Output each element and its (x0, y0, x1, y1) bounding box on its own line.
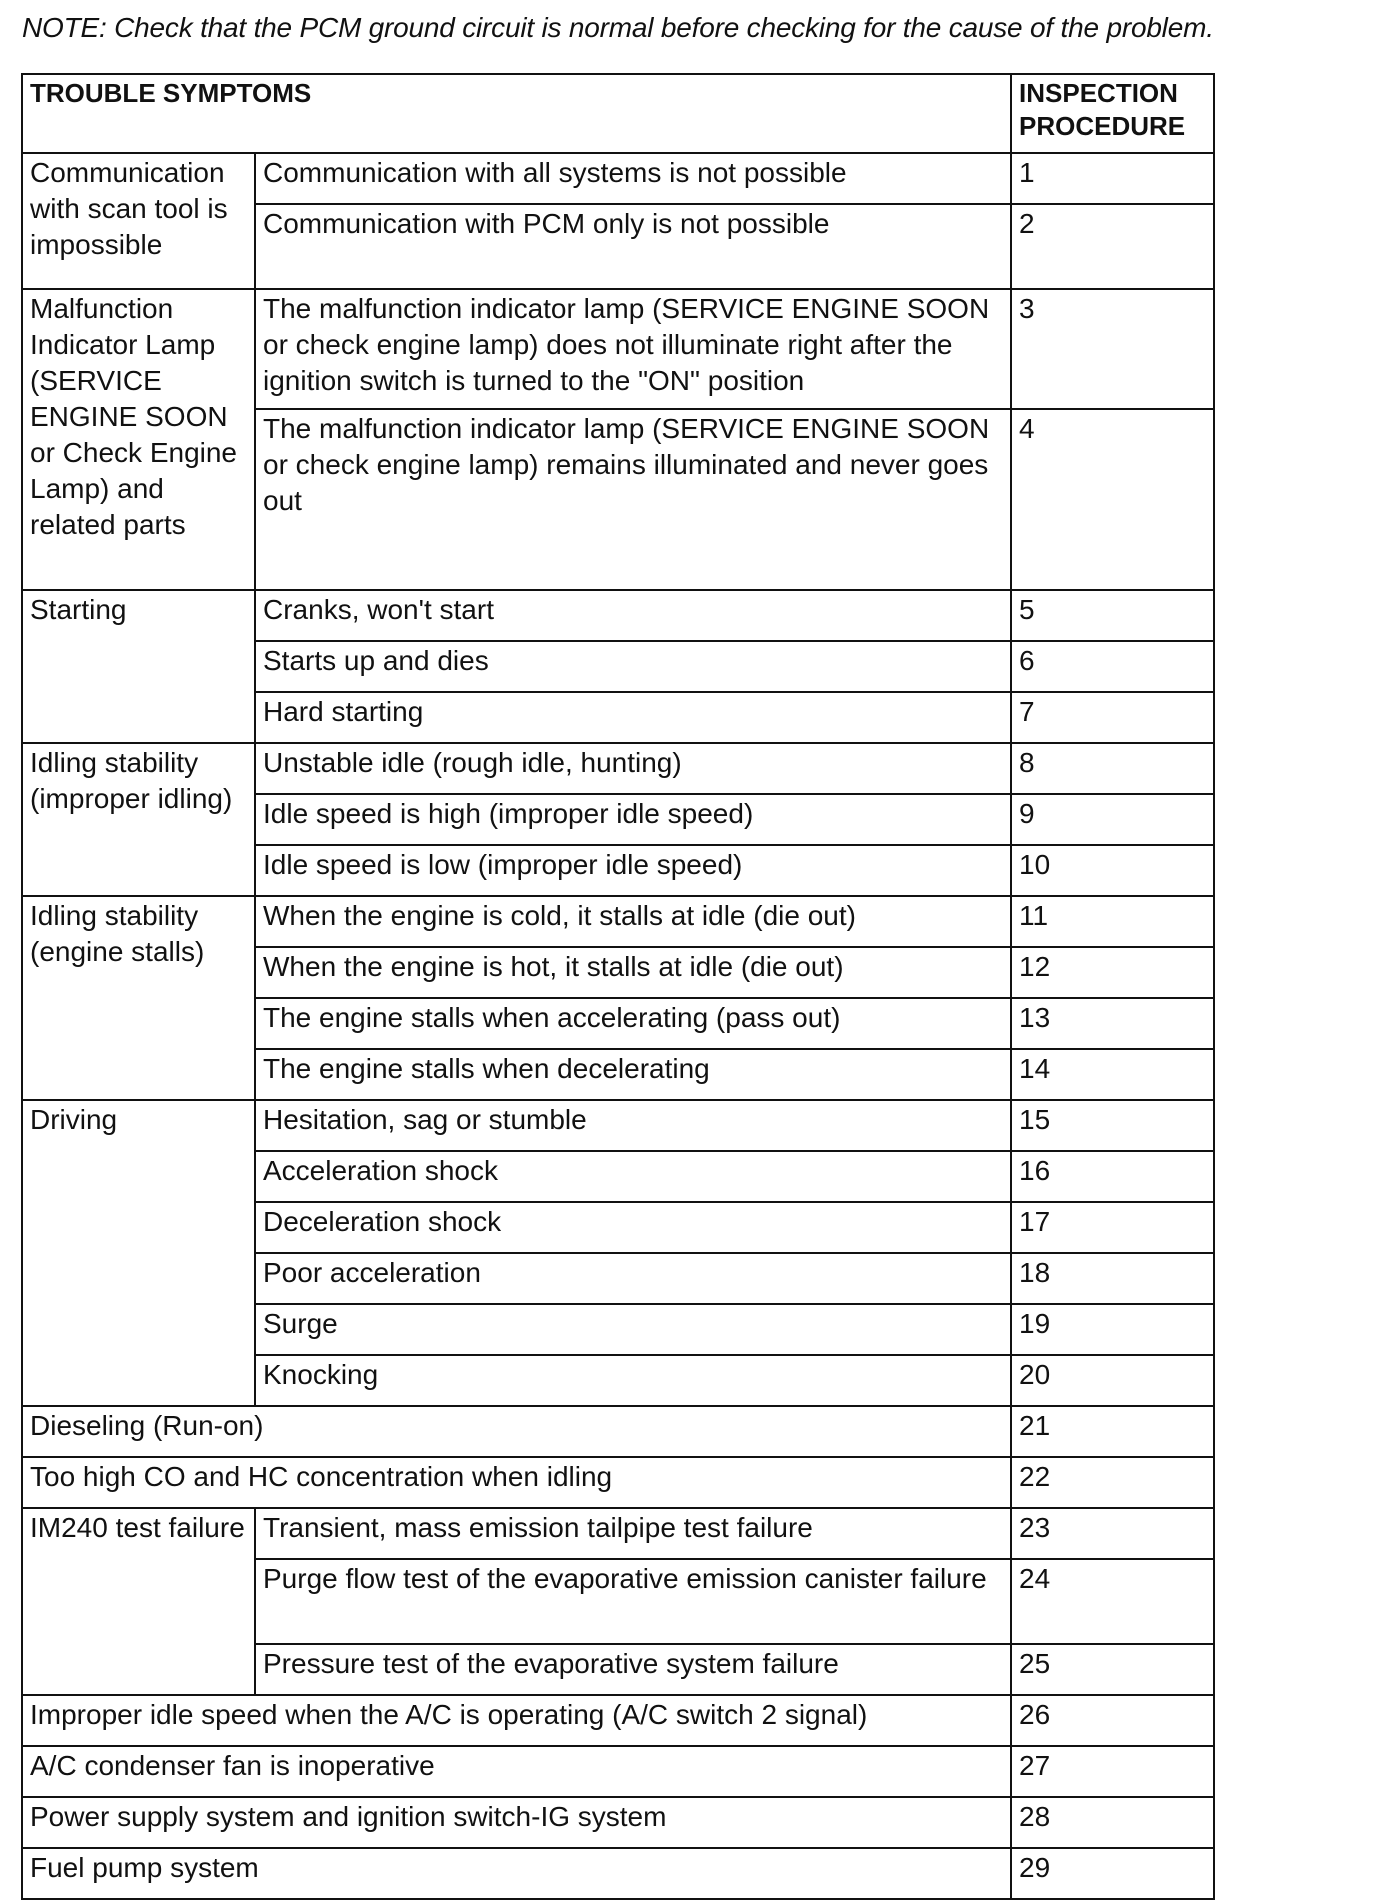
symptom-cell: Acceleration shock (255, 1151, 1011, 1202)
procedure-cell: 27 (1011, 1746, 1214, 1797)
procedure-cell: 4 (1011, 409, 1214, 590)
procedure-cell: 24 (1011, 1559, 1214, 1644)
table-row (22, 743, 1214, 794)
procedure-cell: 19 (1011, 1304, 1214, 1355)
symptom-cell: The malfunction indicator lamp (SERVICE ENGINE SOON or check engine lamp) remains illuminated and never goes out (255, 409, 1011, 590)
symptom-cell: Idle speed is high (improper idle speed) (255, 794, 1011, 845)
header-row (22, 74, 1214, 153)
symptom-cell: The engine stalls when decelerating (255, 1049, 1011, 1100)
symptom-cell: Idle speed is low (improper idle speed) (255, 845, 1011, 896)
symptom-cell: When the engine is hot, it stalls at idle (die out) (255, 947, 1011, 998)
procedure-cell: 23 (1011, 1508, 1214, 1559)
symptom-cell: Communication with all systems is not possible (255, 153, 1011, 204)
category-cell: Malfunction Indicator Lamp (SERVICE ENGINE SOON or Check Engine Lamp) and related parts (22, 289, 255, 590)
symptom-cell: The engine stalls when accelerating (pass out) (255, 998, 1011, 1049)
header-trouble-symptoms: TROUBLE SYMPTOMS (22, 74, 1011, 153)
symptom-cell: Pressure test of the evaporative system failure (255, 1644, 1011, 1695)
procedure-cell: 28 (1011, 1797, 1214, 1848)
category-cell: IM240 test failure (22, 1508, 255, 1695)
category-cell: Driving (22, 1100, 255, 1406)
symptom-cell: Purge flow test of the evaporative emission canister failure (255, 1559, 1011, 1644)
trouble-symptoms-table (21, 73, 1215, 1900)
symptom-cell: Communication with PCM only is not possible (255, 204, 1011, 289)
single-symptom-cell: Power supply system and ignition switch-IG system (22, 1797, 1011, 1848)
procedure-cell: 8 (1011, 743, 1214, 794)
symptom-cell: Surge (255, 1304, 1011, 1355)
table-row (22, 1100, 1214, 1151)
symptom-cell: Hesitation, sag or stumble (255, 1100, 1011, 1151)
category-cell: Starting (22, 590, 255, 743)
table-row (22, 153, 1214, 204)
table-row (22, 289, 1214, 409)
procedure-cell: 20 (1011, 1355, 1214, 1406)
note-text: NOTE: Check that the PCM ground circuit is normal before checking for the cause of the problem. (22, 12, 1214, 43)
table-row (22, 590, 1214, 641)
procedure-cell: 13 (1011, 998, 1214, 1049)
symptom-cell: The malfunction indicator lamp (SERVICE ENGINE SOON or check engine lamp) does not illuminate right after the ignition switch is turned to the "ON" position (255, 289, 1011, 409)
single-symptom-cell: Too high CO and HC concentration when idling (22, 1457, 1011, 1508)
symptom-cell: Cranks, won't start (255, 590, 1011, 641)
procedure-cell: 6 (1011, 641, 1214, 692)
symptom-cell: Starts up and dies (255, 641, 1011, 692)
procedure-cell: 10 (1011, 845, 1214, 896)
procedure-cell: 12 (1011, 947, 1214, 998)
procedure-cell: 14 (1011, 1049, 1214, 1100)
symptom-cell: Unstable idle (rough idle, hunting) (255, 743, 1011, 794)
symptom-cell: Hard starting (255, 692, 1011, 743)
procedure-cell: 16 (1011, 1151, 1214, 1202)
category-cell: Idling stability (engine stalls) (22, 896, 255, 1100)
procedure-cell: 15 (1011, 1100, 1214, 1151)
symptom-cell: Poor acceleration (255, 1253, 1011, 1304)
table-row (22, 1797, 1214, 1848)
procedure-cell: 18 (1011, 1253, 1214, 1304)
single-symptom-cell: Dieseling (Run-on) (22, 1406, 1011, 1457)
header-inspection-procedure: INSPECTION PROCEDURE (1011, 74, 1214, 153)
table-row (22, 1406, 1214, 1457)
table-row (22, 896, 1214, 947)
procedure-cell: 21 (1011, 1406, 1214, 1457)
table-row (22, 1695, 1214, 1746)
symptom-cell: When the engine is cold, it stalls at idle (die out) (255, 896, 1011, 947)
symptom-cell: Transient, mass emission tailpipe test failure (255, 1508, 1011, 1559)
table-row (22, 1457, 1214, 1508)
procedure-cell: 11 (1011, 896, 1214, 947)
procedure-cell: 26 (1011, 1695, 1214, 1746)
procedure-cell: 9 (1011, 794, 1214, 845)
table-row (22, 1508, 1214, 1559)
procedure-cell: 3 (1011, 289, 1214, 409)
procedure-cell: 25 (1011, 1644, 1214, 1695)
symptom-cell: Knocking (255, 1355, 1011, 1406)
procedure-cell: 17 (1011, 1202, 1214, 1253)
category-cell: Communication with scan tool is impossible (22, 153, 255, 289)
single-symptom-cell: Improper idle speed when the A/C is operating (A/C switch 2 signal) (22, 1695, 1011, 1746)
symptom-cell: Deceleration shock (255, 1202, 1011, 1253)
table-row (22, 1848, 1214, 1899)
procedure-cell: 2 (1011, 204, 1214, 289)
single-symptom-cell: Fuel pump system (22, 1848, 1011, 1899)
procedure-cell: 29 (1011, 1848, 1214, 1899)
category-cell: Idling stability (improper idling) (22, 743, 255, 896)
table-row (22, 1746, 1214, 1797)
procedure-cell: 22 (1011, 1457, 1214, 1508)
single-symptom-cell: A/C condenser fan is inoperative (22, 1746, 1011, 1797)
procedure-cell: 1 (1011, 153, 1214, 204)
procedure-cell: 7 (1011, 692, 1214, 743)
procedure-cell: 5 (1011, 590, 1214, 641)
